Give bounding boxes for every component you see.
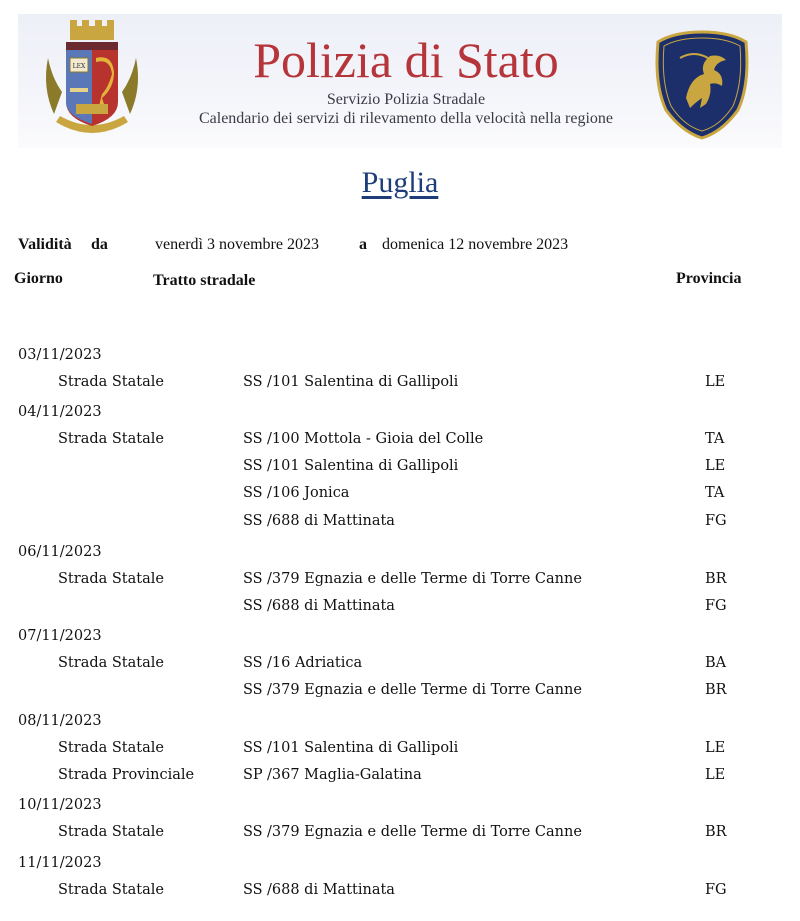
province-code: FG	[705, 882, 727, 898]
road-type: Strada Statale	[58, 740, 164, 756]
polizia-stradale-badge-icon	[650, 28, 754, 140]
validity-to-date: domenica 12 novembre 2023	[382, 236, 569, 253]
day-date: 08/11/2023	[18, 713, 102, 729]
road-code: SS	[243, 824, 263, 840]
validity-to-label: a	[359, 236, 367, 253]
road-code: SS	[243, 682, 263, 699]
road-type: Strada Statale	[58, 655, 164, 671]
road-name: /688 di Mattinata	[267, 882, 395, 898]
province-code: BR	[705, 824, 727, 840]
road-name: /688 di Mattinata	[267, 512, 395, 529]
road-code: SS	[243, 374, 263, 390]
road-name: /16 Adriatica	[267, 655, 363, 671]
province-code: TA	[705, 431, 725, 447]
day-date: 11/11/2023	[18, 855, 102, 871]
road-type: Strada Provinciale	[58, 767, 195, 784]
road-name: /379 Egnazia e delle Terme di Torre Canne	[267, 682, 582, 699]
road-code: SS	[243, 571, 263, 587]
validity-from-label: da	[91, 236, 108, 253]
province-code: BR	[705, 571, 727, 587]
day-date: 07/11/2023	[18, 628, 102, 644]
province-code: LE	[705, 374, 726, 390]
road-name: /101 Salentina di Gallipoli	[267, 374, 459, 390]
road-name: /100 Mottola - Gioia del Colle	[267, 431, 484, 447]
road-code: SS	[243, 598, 263, 615]
page-title: Polizia di Stato	[253, 32, 559, 88]
road-name: /367 Maglia-Galatina	[267, 767, 422, 784]
day-date: 10/11/2023	[18, 797, 102, 813]
road-type: Strada Statale	[58, 431, 164, 447]
road-name: /106 Jonica	[267, 485, 350, 502]
column-header-road: Tratto stradale	[153, 272, 256, 289]
road-name: /101 Salentina di Gallipoli	[267, 458, 459, 475]
road-type: Strada Statale	[58, 374, 164, 390]
road-type: Strada Statale	[58, 571, 164, 587]
province-code: LE	[705, 767, 726, 784]
day-date: 06/11/2023	[18, 544, 102, 560]
road-name: /688 di Mattinata	[267, 598, 395, 615]
column-header-day: Giorno	[14, 270, 63, 287]
road-type: Strada Statale	[58, 824, 164, 840]
column-header-province: Provincia	[676, 270, 742, 287]
road-type: Strada Statale	[58, 882, 164, 898]
road-name: /379 Egnazia e delle Terme di Torre Canne	[267, 571, 582, 587]
province-code: TA	[705, 485, 725, 502]
road-code: SS	[243, 485, 263, 502]
validity-from-date: venerdì 3 novembre 2023	[155, 236, 319, 253]
service-subtitle: Servizio Polizia Stradale	[326, 91, 486, 108]
road-code: SP	[243, 767, 263, 784]
road-name: /379 Egnazia e delle Terme di Torre Canne	[267, 824, 582, 840]
road-code: SS	[243, 882, 263, 898]
province-code: FG	[705, 512, 727, 529]
road-name: /101 Salentina di Gallipoli	[267, 740, 459, 756]
road-code: SS	[243, 431, 263, 447]
day-date: 04/11/2023	[18, 404, 102, 420]
province-code: LE	[705, 740, 726, 756]
region-title: Puglia	[361, 166, 439, 199]
road-code: SS	[243, 655, 263, 671]
day-date: 03/11/2023	[18, 347, 102, 363]
validity-label: Validità	[18, 236, 72, 253]
province-code: BR	[705, 682, 727, 699]
road-code: SS	[243, 458, 263, 475]
police-emblem-icon	[40, 18, 144, 144]
province-code: FG	[705, 598, 727, 615]
road-code: SS	[243, 740, 263, 756]
calendar-description: Calendario dei servizi di rilevamento della velocità nella regione	[198, 110, 614, 127]
header-banner	[18, 14, 782, 148]
svg-text:LEX: LEX	[72, 63, 86, 70]
road-code: SS	[243, 512, 263, 529]
province-code: BA	[705, 655, 727, 671]
province-code: LE	[705, 458, 726, 475]
